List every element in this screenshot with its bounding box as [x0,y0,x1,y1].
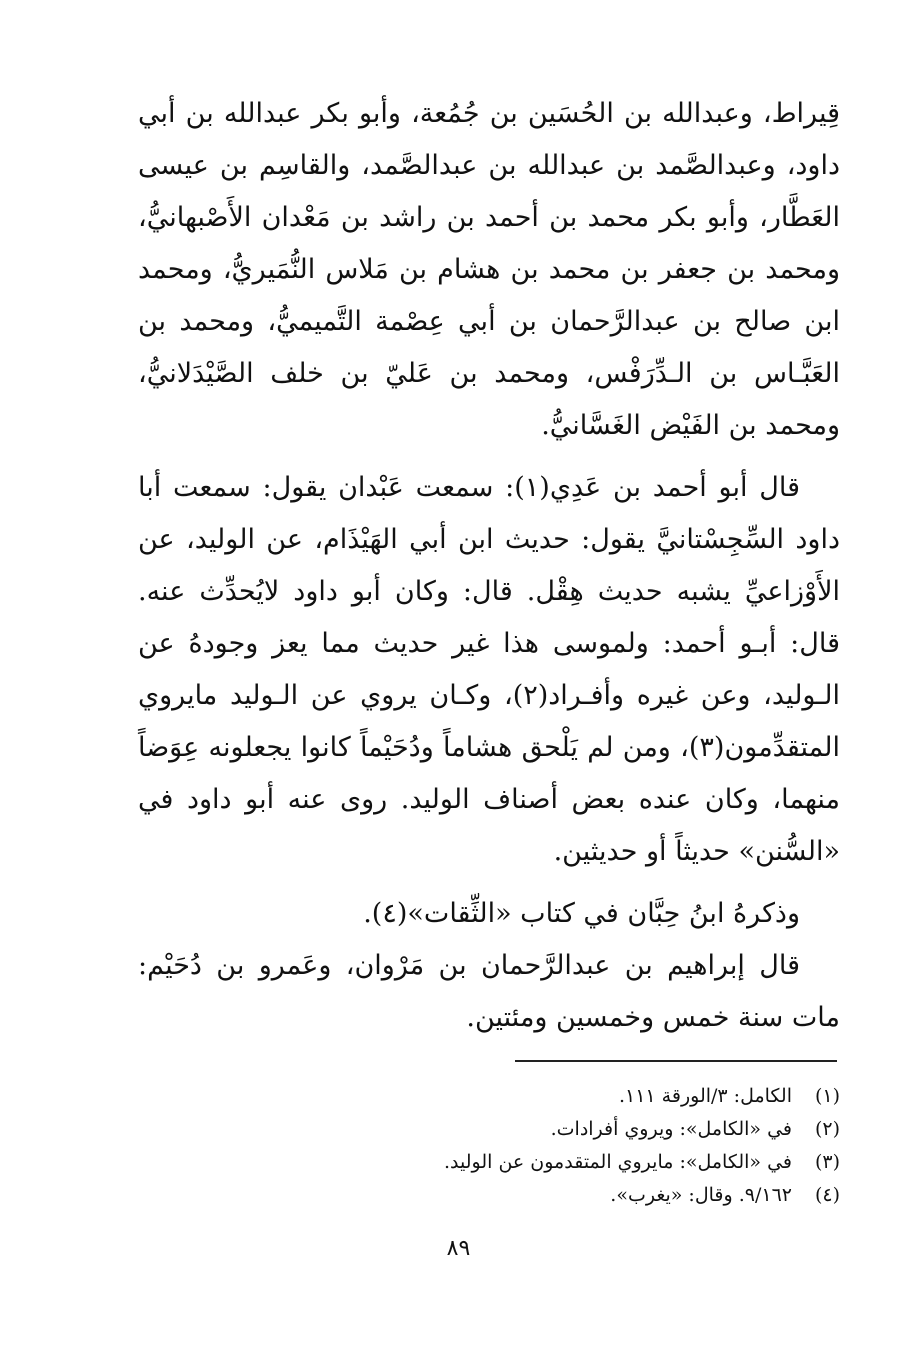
footnote-text: الكامل: ٣/الورقة ١١١. [618,1085,792,1107]
paragraph-ibn-adi [138,462,840,878]
text-line: قال أبو أحمد بن عَدِي(١): سمعت عَبْدان يقول: سمعت أبا [138,472,800,503]
text-line: قال: أبـو أحمد: ولموسى هذا غير حديث مما يعز وجودهُ عن [138,628,840,659]
footnote-number: (٢) [814,1118,840,1140]
footnote [300,1179,840,1212]
text-line: ومحمد بن الفَيْض الغَسَّانيُّ. [541,410,840,441]
text-line: ومحمد بن جعفر بن محمد بن هشام بن مَلاس النُّمَيريُّ، ومحمد [138,254,840,285]
footnote-number: (٤) [814,1184,840,1206]
paragraph-death-date [138,940,840,1044]
footnote-text: ٩/١٦٢. وقال: «يغرب». [610,1184,792,1206]
text-line: الـوليد، وعن غيره وأفـراد(٢)، وكـان يروي عن الـوليد مايروي [138,680,841,711]
footnote [300,1080,840,1113]
footnote-separator [515,1060,837,1062]
text-line: قال إبراهيم بن عبدالرَّحمان بن مَرْوان، وعَمرو بن دُحَيْم: [138,950,800,981]
footnote [300,1146,840,1179]
paragraph-students-list [138,88,840,452]
text-line: داود، وعبدالصَّمد بن عبدالله بن عبدالصَّمد، والقاسِم بن عيسى [138,150,840,181]
footnote-number: (٣) [814,1151,840,1173]
paragraph-ibn-hibban [138,888,840,940]
text-line: وذكرهُ ابنُ حِبَّان في كتاب «الثِّقات»(٤). [363,898,800,929]
footnote-number: (١) [814,1085,840,1107]
text-line: ابن صالح بن عبدالرَّحمان بن أبي عِصْمة التَّميميُّ، ومحمد بن [138,306,840,337]
text-line: داود السِّجِسْتانيَّ يقول: حديث ابن أبي الهَيْذَام، عن الوليد، عن [138,524,840,555]
footnote [300,1113,840,1146]
text-line: مات سنة خمس وخمسين ومئتين. [466,1002,840,1033]
text-line: «السُّنن» حديثاً أو حديثين. [553,836,840,867]
text-line: منهما، وكان عنده بعض أصناف الوليد. روى عنه أبو داود في [138,784,840,815]
text-line: الأَوْزاعيِّ يشبه حديث هِقْل. قال: وكان أبو داود لايُحدِّث عنه. [138,576,840,607]
footnote-text: في «الكامل»: مايروي المتقدمون عن الوليد. [443,1151,792,1173]
text-line: العَطَّار، وأبو بكر محمد بن أحمد بن راشد بن مَعْدان الأَصْبهانيُّ، [138,202,840,233]
text-line: قِيراط، وعبدالله بن الحُسَين بن جُمُعة، وأبو بكر عبدالله بن أبي [138,98,840,129]
footnotes [300,1080,840,1212]
page-number: ٨٩ [446,1236,471,1261]
text-line: المتقدِّمون(٣)، ومن لم يَلْحق هشاماً ودُحَيْماً كانوا يجعلونه عِوَضاً [138,732,840,763]
footnote-text: في «الكامل»: ويروي أفرادات. [550,1118,792,1140]
main-text [138,88,840,1044]
text-line: العَبَّـاس بن الـدِّرَفْس، ومحمد بن عَليّ بن خلف الصَّيْدَلانيُّ، [138,358,840,389]
